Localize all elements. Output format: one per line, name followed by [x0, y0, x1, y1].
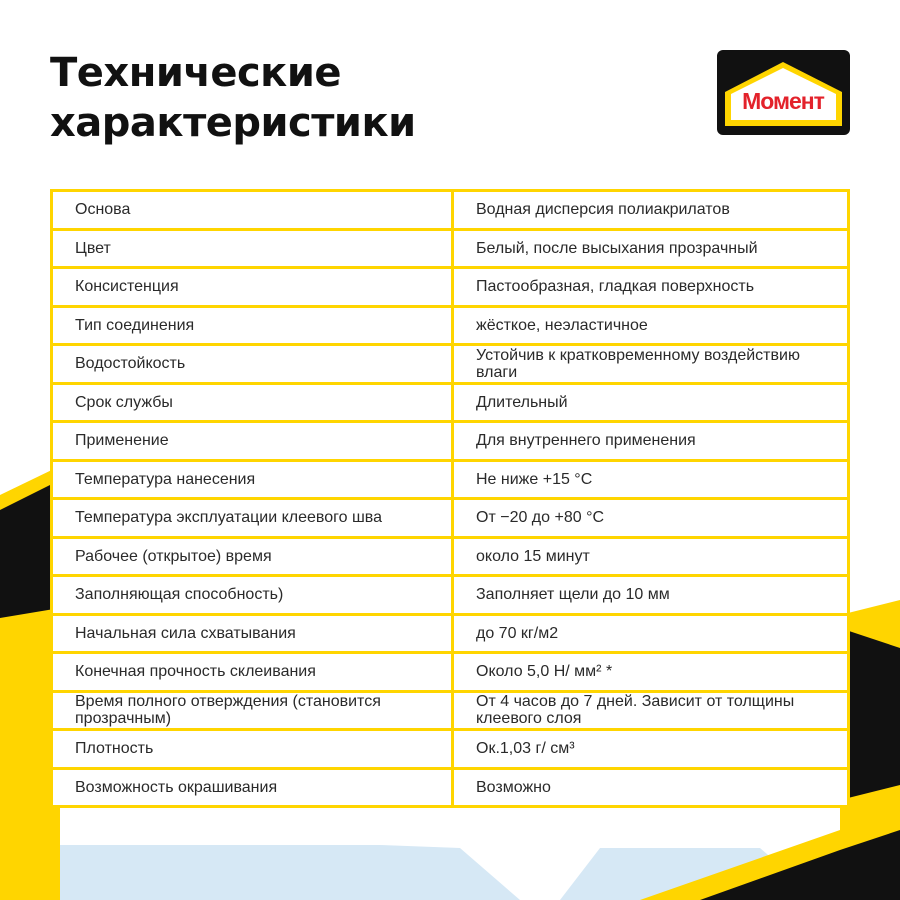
table-row [52, 614, 849, 653]
table-row [52, 730, 849, 769]
spec-value: Длительный [453, 383, 849, 422]
spec-value: около 15 минут [453, 537, 849, 576]
spec-value: Пастообразная, гладкая поверхность [453, 268, 849, 307]
table-row [52, 499, 849, 538]
table-row [52, 306, 849, 345]
spec-value: Устойчив к кратковременному воздействию влаги [453, 345, 849, 384]
spec-label: Рабочее (открытое) время [52, 537, 453, 576]
page-title-line2: характеристики [50, 100, 416, 146]
spec-value: до 70 кг/м2 [453, 614, 849, 653]
spec-label: Консистенция [52, 268, 453, 307]
spec-label: Тип соединения [52, 306, 453, 345]
table-row [52, 691, 849, 730]
spec-value: От 4 часов до 7 дней. Зависит от толщины клеевого слоя [453, 691, 849, 730]
table-row [52, 768, 849, 807]
table-row [52, 537, 849, 576]
spec-value: Возможно [453, 768, 849, 807]
spec-value: Водная дисперсия полиакрилатов [453, 191, 849, 230]
spec-label: Температура нанесения [52, 460, 453, 499]
spec-label: Время полного отверждения (становится прозрачным) [52, 691, 453, 730]
table-row [52, 383, 849, 422]
page-title-line1: Технические [50, 50, 341, 96]
spec-label: Применение [52, 422, 453, 461]
specs-table-container [50, 189, 850, 808]
spec-label: Водостойкость [52, 345, 453, 384]
logo-text: Момент [742, 88, 824, 114]
spec-label: Основа [52, 191, 453, 230]
table-row [52, 229, 849, 268]
specs-table-body [52, 191, 849, 807]
table-row [52, 345, 849, 384]
table-row [52, 268, 849, 307]
spec-label: Плотность [52, 730, 453, 769]
bg-light-blue-shape [0, 845, 520, 900]
table-row [52, 460, 849, 499]
spec-value: Для внутреннего применения [453, 422, 849, 461]
spec-value: Заполняет щели до 10 мм [453, 576, 849, 615]
spec-label: Заполняющая способность) [52, 576, 453, 615]
spec-label: Возможность окрашивания [52, 768, 453, 807]
table-row [52, 422, 849, 461]
spec-label: Срок службы [52, 383, 453, 422]
table-row [52, 191, 849, 230]
spec-value: Около 5,0 Н/ мм² * [453, 653, 849, 692]
spec-value: От −20 до +80 °C [453, 499, 849, 538]
spec-label: Цвет [52, 229, 453, 268]
spec-value: Не ниже +15 °C [453, 460, 849, 499]
table-row [52, 653, 849, 692]
spec-label: Конечная прочность склеивания [52, 653, 453, 692]
spec-value: Ок.1,03 г/ см³ [453, 730, 849, 769]
specs-table [50, 189, 850, 808]
spec-value: жёсткое, неэластичное [453, 306, 849, 345]
spec-label: Температура эксплуатации клеевого шва [52, 499, 453, 538]
page-title [50, 48, 416, 148]
spec-value: Белый, после высыхания прозрачный [453, 229, 849, 268]
spec-label: Начальная сила схватывания [52, 614, 453, 653]
table-row [52, 576, 849, 615]
brand-logo [717, 50, 850, 135]
